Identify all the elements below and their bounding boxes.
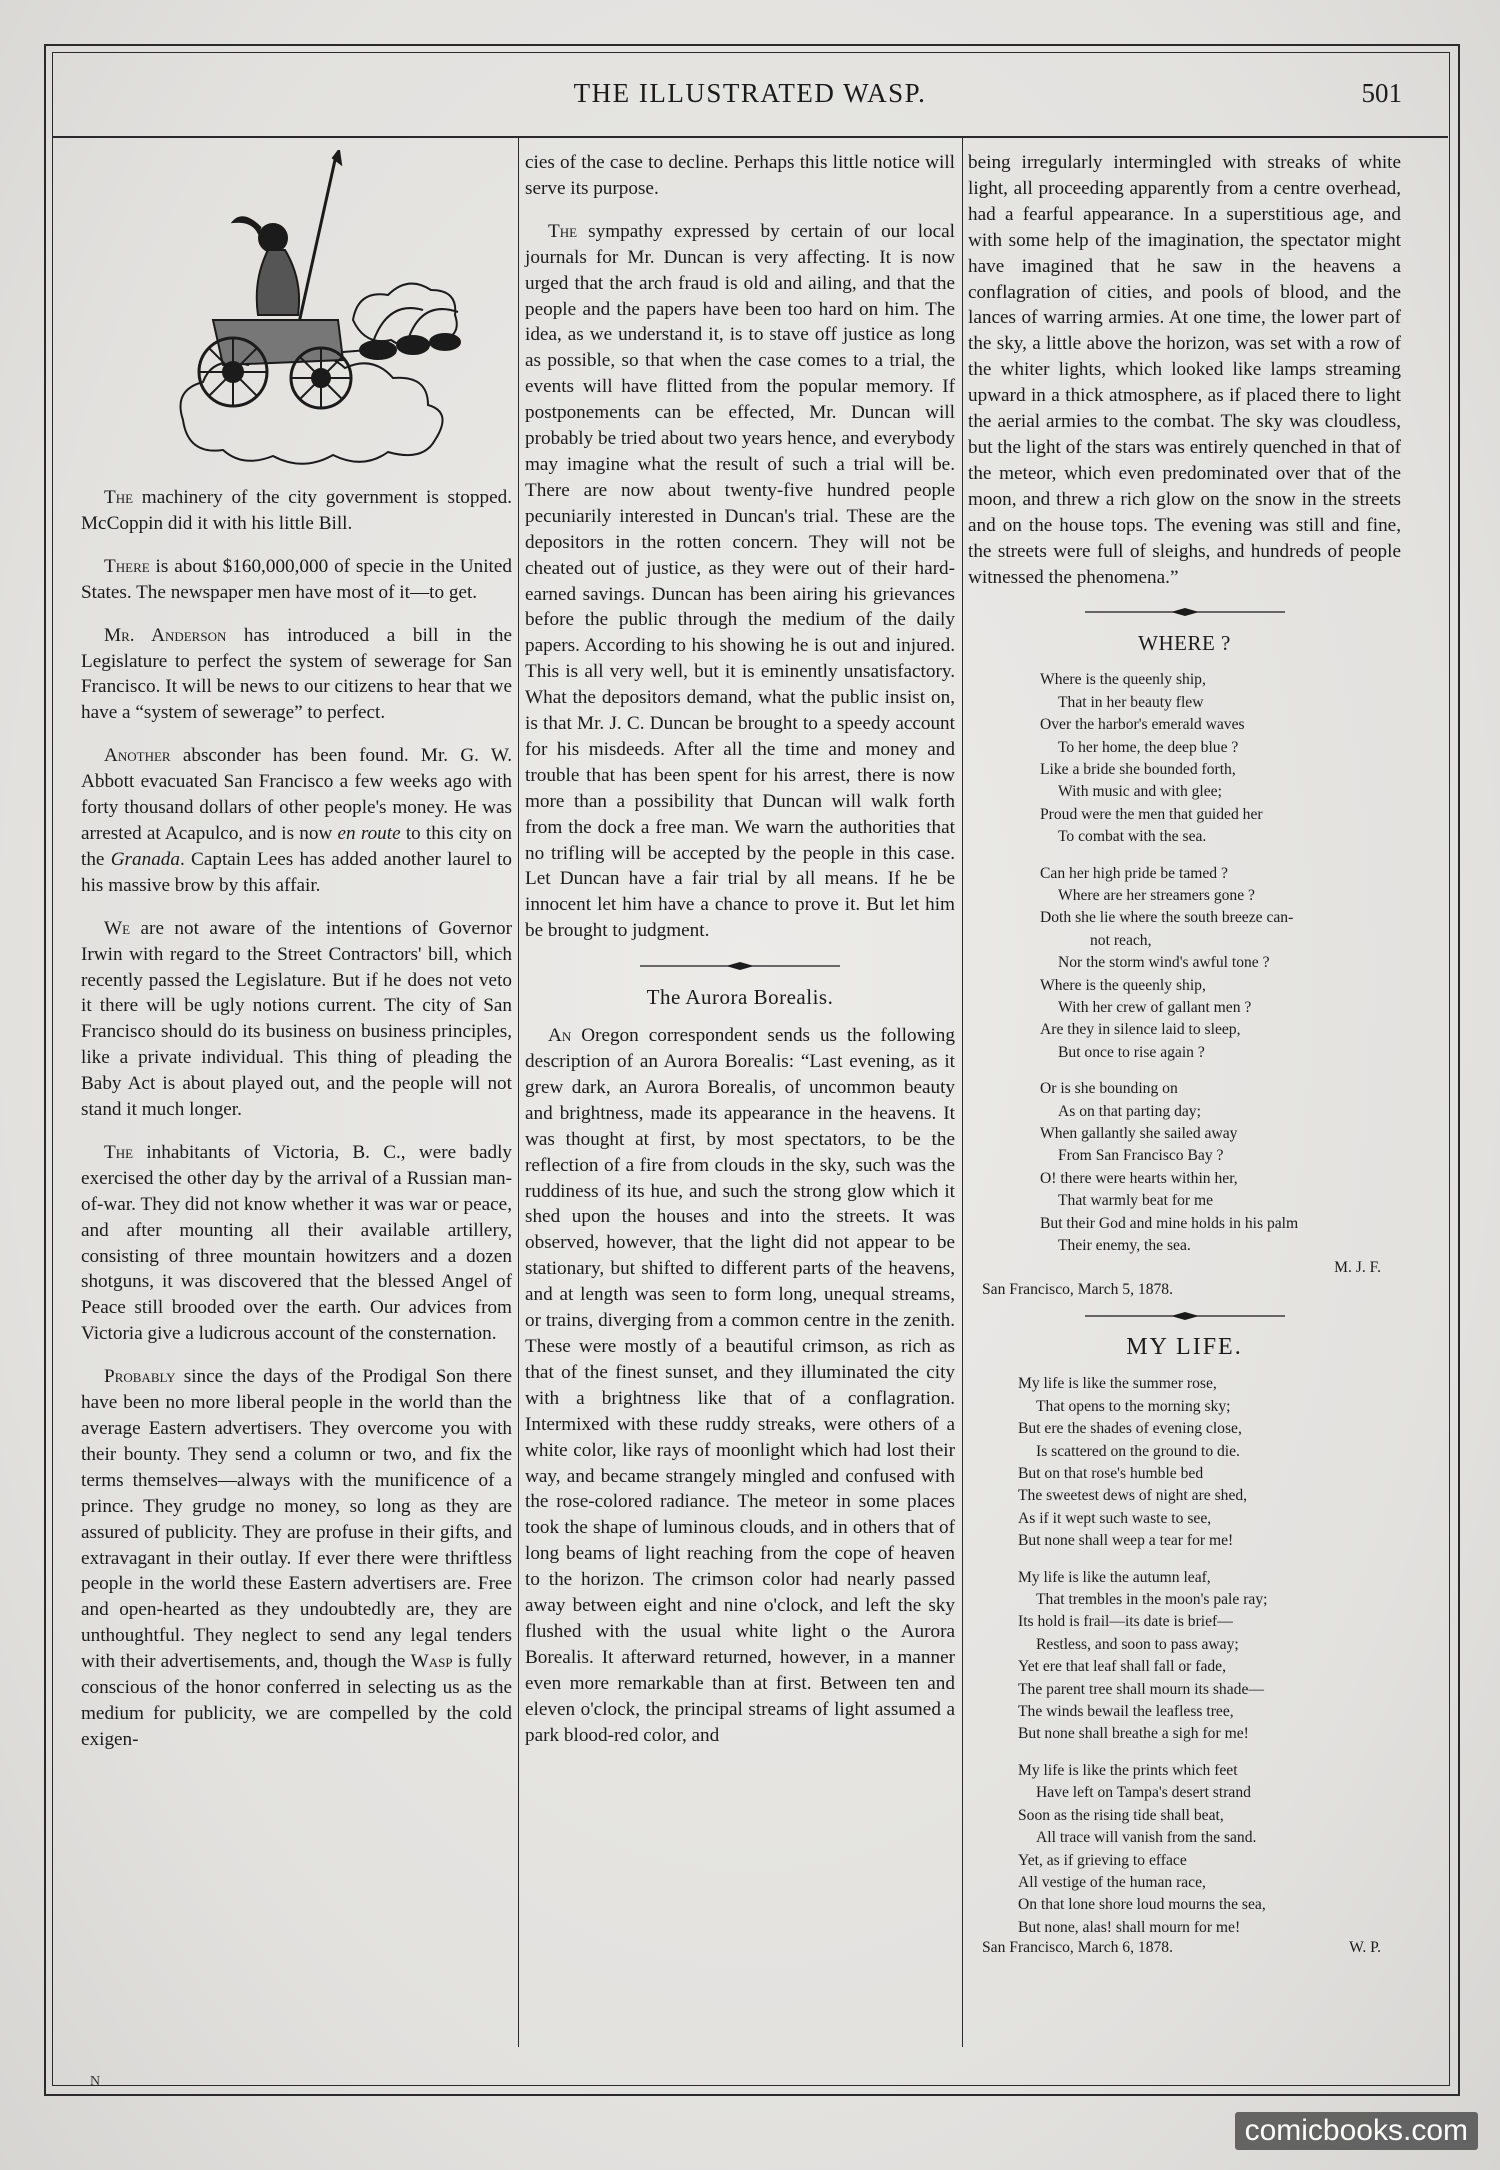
poem-line: The parent tree shall mourn its shade— [1018, 1680, 1264, 1698]
wasp-chariot-illustration-icon [173, 150, 473, 480]
page-header [52, 78, 1448, 118]
dateline-where: San Francisco, March 5, 1878. [982, 1281, 1173, 1299]
paragraph-2: There is about $160,000,000 of specie in the United States. The newspaper men have most of it—to get. [81, 555, 512, 603]
poem-line: Over the harbor's emerald waves [1040, 716, 1245, 734]
poem-line: Doth she lie where the south breeze can- [1040, 909, 1294, 927]
paragraph-aurora: An Oregon correspondent sends us the following description of an Aurora Borealis: “Last evening, as it grew dark, an Aurora Borealis, of uncommon beauty and brightness, made its appearance in the heavens. It was thought at first, by most spectators, to be the reflection of a fire from clouds in the sky, such was the ruddiness of its hue, and such the strong glow which it shed upon the houses and into the streets. It was observed, however, that the light did not appear to be stationary, but shifted to different parts of the heavens, and at length was seen to form long, unequal streams, or trains, diverging from a common centre in the zenith. These were mostly of a beautiful crimson, as rich as that of the finest sunset, and they illuminated the city with a brightness like that of a conflagration. Intermixed with these ruddy streaks, were others of a white color, like rays of moonlight which had lost their way, and became strangely mingled and confused with the rose-colored radiance. The meteor in some places took the shape of luminous clouds, and in others that of long beams of light reaching from the cope of heaven to the horizon. The crimson color had nearly passed away between eight and nine o'clock, and left the sky flushed with the usual white light o the Aurora Borealis. It afterward returned, however, in a manner even more remarkable than at first. Between ten and eleven o'clock, the principal streams of light assumed a park blood-red color, and [525, 1025, 955, 1746]
paragraph-5: We are not aware of the intentions of Governor Irwin with regard to the Street Contractors' bill, which recently passed the Legislature. But if he does not veto it there will be ugly notions current. The city of San Francisco should do its business on business principles, like a private individual. This thing of pleading the Baby Act is about played out, and the people will not stand it much longer. [81, 917, 512, 1121]
poem-line: But once to rise again ? [1058, 1043, 1205, 1061]
poem-line: That warmly beat for me [1058, 1192, 1214, 1210]
poem-line: Their enemy, the sea. [1058, 1237, 1191, 1255]
poem-line: O! there were hearts within her, [1040, 1169, 1238, 1187]
poem-line: On that lone shore loud mourns the sea, [1018, 1896, 1266, 1914]
paragraph-continued: cies of the case to decline. Perhaps this little notice will serve its purpose. [525, 152, 955, 199]
poem-line: But none shall weep a tear for me! [1018, 1532, 1234, 1550]
poem-stanza [1018, 1760, 1401, 1939]
poem-stanza [1018, 1373, 1401, 1552]
poem-line: With music and with glee; [1058, 783, 1222, 801]
poem-line: Can her high pride be tamed ? [1040, 864, 1228, 882]
poem-line: Nor the storm wind's awful tone ? [1058, 954, 1270, 972]
poem-line: Where is the queenly ship, [1040, 671, 1206, 689]
poem-line: Like a bride she bounded forth, [1040, 760, 1236, 778]
poem-line: Soon as the rising tide shall beat, [1018, 1806, 1224, 1824]
signature-where: M. J. F. [1334, 1259, 1381, 1277]
column-2 [525, 150, 955, 1765]
ornament-divider [640, 961, 840, 971]
poem-my-life [1018, 1373, 1401, 1939]
poem-line: My life is like the prints which feet [1018, 1761, 1238, 1779]
paragraph-7: Probably since the days of the Prodigal Son there have been no more liberal people in the world than the average Eastern advertisers. They overcome you with their bounty. They send a column or two, and fix the terms themselves—always with the munificence of a prince. They grudge no money, so long as they are assured of publicity. They are profuse in their gifts, and extravagant in their outlay. If ever there were thriftless people in the world these Eastern advertisers are. Free and open-hearted as they undoubtedly are, they are unthoughtful. They neglect to send any legal tenders with their advertisements, and, though the Wasp is fully conscious of the honor conferred in selecting us as the medium for publicity, we are compelled by the cold exigen- [81, 1366, 512, 1750]
paragraph-3: Mr. Anderson has introduced a bill in the Legislature to perfect the system of sewerage for San Francisco. It will be news to our citizens to hear that we have a “system of sewerage” to perfect. [81, 624, 512, 724]
poem-line: But none shall breathe a sigh for me! [1018, 1725, 1249, 1743]
poem-line: But ere the shades of evening close, [1018, 1420, 1242, 1438]
paragraph-1: The machinery of the city government is stopped. McCoppin did it with his little Bill. [81, 487, 512, 534]
poem-line: Where are her streamers gone ? [1058, 886, 1255, 904]
poem-line: not reach, [1090, 931, 1152, 949]
poem-line: When gallantly she sailed away [1040, 1125, 1238, 1143]
poem-stanza [1040, 669, 1401, 848]
poem-stanza [1040, 863, 1401, 1065]
poem-line: To combat with the sea. [1058, 828, 1207, 846]
poem-line: My life is like the summer rose, [1018, 1375, 1217, 1393]
page-number: 501 [1361, 78, 1402, 108]
poem-line: But none, alas! shall mourn for me! [1018, 1918, 1241, 1936]
section-title-where: WHERE ? [1138, 631, 1231, 656]
poem-line: The sweetest dews of night are shed, [1018, 1487, 1248, 1505]
poem-line: Or is she bounding on [1040, 1080, 1178, 1098]
header-rule [52, 136, 1448, 138]
signature-my-life: San Francisco, March 6, 1878. W. P. [982, 1939, 1381, 1957]
poem-line: Have left on Tampa's desert strand [1036, 1784, 1251, 1802]
poem-line: All trace will vanish from the sand. [1036, 1829, 1257, 1847]
paragraph-6: The inhabitants of Victoria, B. C., were badly exercised the other day by the arrival of a Russian man-of-war. They did not know whether it was war or peace, and after mounting all their available artillery, consisting of three mountain howitzers and a dozen shotguns, it was discovered that the blessed Angel of Peace still brooded over the earth. Our advices from Victoria give a ludicrous account of the consternation. [81, 1141, 512, 1345]
poem-line: All vestige of the human race, [1018, 1873, 1206, 1891]
poem-line: Restless, and soon to pass away; [1036, 1635, 1239, 1653]
poem-line: But on that rose's humble bed [1018, 1465, 1204, 1482]
poem-line: The winds bewail the leafless tree, [1018, 1703, 1234, 1721]
poem-line: With her crew of gallant men ? [1058, 999, 1252, 1016]
watermark: comicbooks.com [1235, 2112, 1478, 2150]
masthead: THE ILLUSTRATED WASP. [573, 78, 927, 108]
column-rule-1 [518, 137, 519, 2047]
poem-line: That trembles in the moon's pale ray; [1036, 1591, 1268, 1609]
poem-line: That opens to the morning sky; [1036, 1397, 1231, 1415]
poem-stanza [1018, 1567, 1401, 1746]
poem-line: But their God and mine holds in his palm [1040, 1214, 1299, 1232]
column-3 [968, 150, 1401, 1959]
poem-line: Are they in silence laid to sleep, [1040, 1021, 1241, 1039]
poem-line: To her home, the deep blue ? [1058, 738, 1239, 756]
poem-line: From San Francisco Bay ? [1058, 1147, 1224, 1165]
poem-line: As if it wept such waste to see, [1018, 1509, 1212, 1527]
poem-stanza [1040, 1078, 1401, 1257]
poem-line: Yet ere that leaf shall fall or fade, [1018, 1658, 1226, 1676]
footer-mark: N [90, 2074, 101, 2089]
paragraph-aurora-continued: being irregularly intermingled with streaks of white light, all proceeding apparently from a centre overhead, had a fearful appearance. In a superstitious age, and with some help of the imagination, the spectator might have imagined that he saw in the heavens a conflagration of cities, and pools of blood, and the lances of warring armies. At one time, the lower part of the sky, a little above the horizon, was set with a row of the whiter lights, which looked like lamps streaming upward in a thick atmosphere, as if placed there to light the aerial armies to the combat. The sky was cloudless, but the light of the stars was entirely quenched in that of the meteor, which even predominated over that of the moon, and threw a rich glow on the snow in the streets and on the house tops. The evening was still and fine, the streets were full of sleighs, and hundreds of people witnessed the phenomena.” [968, 152, 1401, 588]
paragraph-duncan: The sympathy expressed by certain of our local journals for Mr. Duncan is very affecting. It is now urged that the arch fraud is old and ailing, and that the people and the papers have been too hard on him. The idea, as we understand it, is to stave off justice as long as possible, so that when the case comes to a trial, the events will have flitted from the popular memory. If postponements can be effected, Mr. Duncan will probably be tried about two years hence, and everybody may imagine what the result of such a trial will be. There are now about twenty-five hundred people pecuniarily interested in Duncan's trial. These are the depositors in the rotten concern. They will not be cheated out of justice, as they were out of their hard-earned savings. Duncan has been airing his grievances before the public through the medium of the daily papers. According to his showing he is out and injured. This is all very well, but it is eminently unsatisfactory. What the depositors demand, what the public insist on, is that Mr. J. C. Duncan be brought to a speedy account for his misdeeds. After all the time and money and trouble that has been spent for his arrest, there is now more than a possibility that Duncan will walk forth from the dock a free man. We warn the authorities that no trifling will be accepted by the people in this case. Let Duncan have a fair trial by all means. If he be innocent let him have a chance to prove it. But let him be brought to judgment. [525, 220, 955, 942]
poem-line: Yet, as if grieving to efface [1018, 1851, 1187, 1869]
poem-line: Proud were the men that guided her [1040, 805, 1263, 823]
poem-line: Where is the queenly ship, [1040, 976, 1206, 994]
column-rule-2 [962, 137, 963, 2047]
poem-line: Its hold is frail—its date is brief— [1018, 1613, 1233, 1631]
ornament-divider [1085, 1311, 1285, 1321]
poem-line: My life is like the autumn leaf, [1018, 1568, 1211, 1586]
column-1 [81, 150, 512, 1770]
poem-where [1040, 669, 1401, 1257]
poem-line: As on that parting day; [1058, 1102, 1201, 1120]
poem-line: That in her beauty flew [1058, 693, 1204, 711]
paragraph-4: Another absconder has been found. Mr. G. W. Abbott evacuated San Francisco a few weeks ago with forty thousand dollars of other people's money. He was arrested at Acapulco, and is now en route to this city on the Granada. Captain Lees has added another laurel to his massive brow by this affair. [81, 745, 512, 896]
section-title-my-life: MY LIFE. [1126, 1334, 1243, 1361]
section-title-aurora: The Aurora Borealis. [646, 985, 834, 1010]
ornament-divider [1085, 607, 1285, 617]
poem-line: Is scattered on the ground to die. [1036, 1442, 1240, 1460]
